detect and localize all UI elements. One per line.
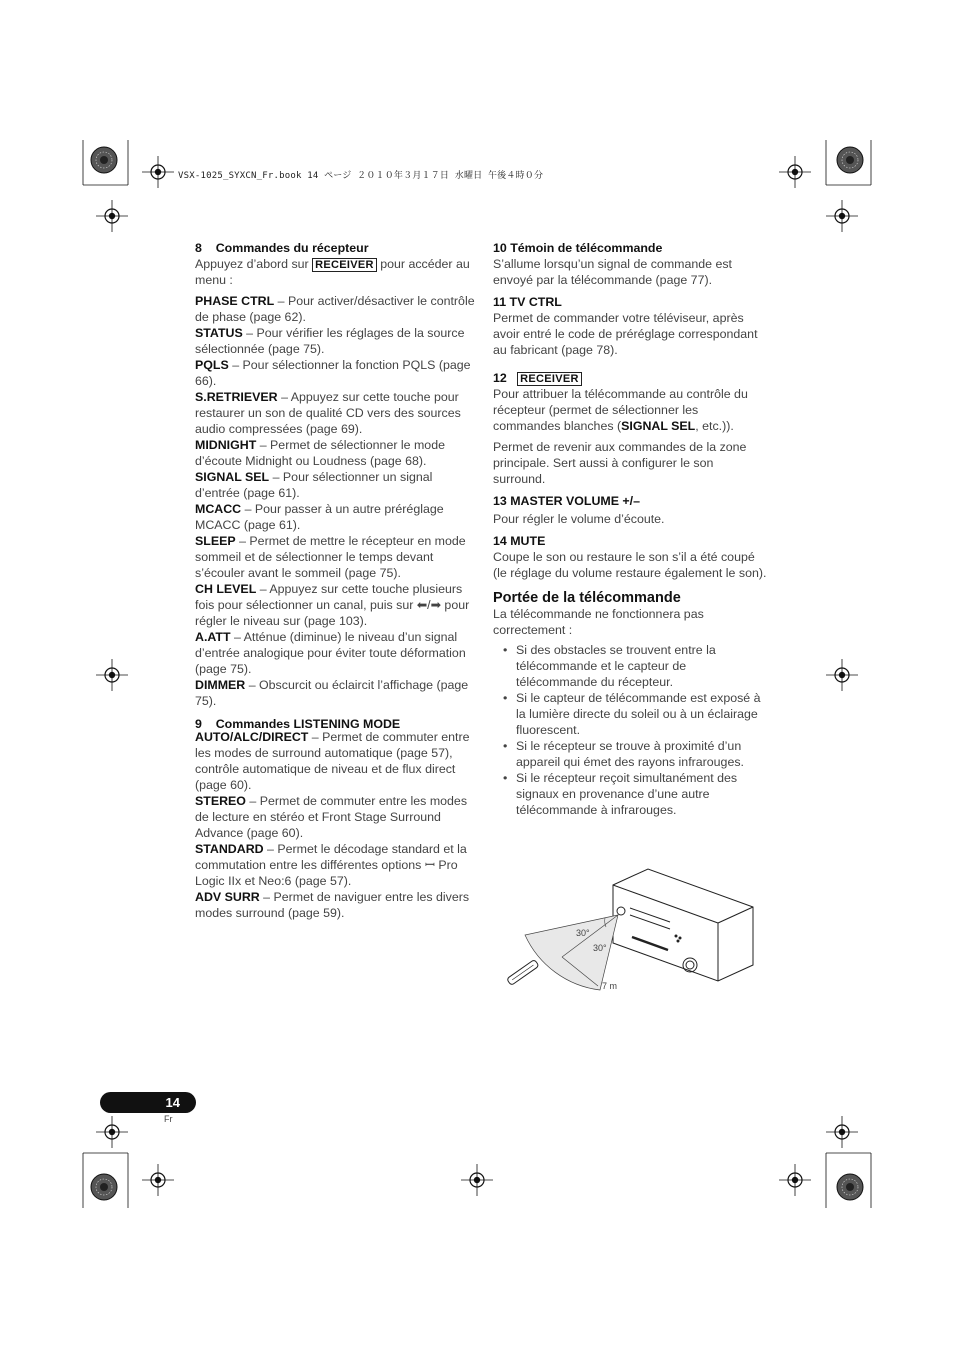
command-term: A.ATT	[195, 630, 231, 644]
command-item	[195, 581, 475, 629]
command-item	[195, 501, 475, 533]
command-description: – Pour sélectionner la fonction PQLS (page 66).	[195, 358, 471, 388]
range-bullets	[493, 642, 769, 818]
command-description: – Pour vérifier les réglages de la source sélectionnée (page 75).	[195, 326, 465, 356]
angle-label-2: 30°	[593, 943, 607, 953]
right-column	[493, 240, 769, 818]
section-8-heading: 8 Commandes du récepteur	[195, 241, 369, 255]
command-item	[195, 389, 475, 437]
command-term: STANDARD	[195, 842, 264, 856]
section-11-text: Permet de commander votre téléviseur, après avoir entré le code de préréglage correspondant au fabricant (page 78).	[493, 311, 758, 357]
command-term: ADV SURR	[195, 890, 260, 904]
command-item	[195, 469, 475, 501]
receiver-key: RECEIVER	[312, 258, 377, 272]
section-9-items	[195, 729, 475, 921]
command-item	[195, 437, 475, 469]
section-12-text-1: Pour attribuer la télécommande au contrôle du récepteur (permet de sélectionner les commandes blanches (SIGNAL SEL, etc.)).	[493, 387, 748, 433]
remote-range-diagram	[500, 865, 760, 1000]
command-description: – Pour sélectionner un signal d’entrée (page 61).	[195, 470, 433, 500]
command-description: – Pour passer à un autre préréglage MCACC (page 61).	[195, 502, 444, 532]
command-description: – Appuyez sur cette touche pour restaurer un son de qualité CD vers des sources audio compressées (page 69).	[195, 390, 461, 436]
page-number-badge: 14	[100, 1092, 196, 1113]
command-description: – Permet de commuter entre les modes de lecture en stéréo et Front Stage Surround Advance (page 60).	[195, 794, 468, 840]
command-description: – Permet de commuter entre les modes de surround automatique (page 57), contrôle automatique de niveau et de flux direct (page 60).	[195, 730, 470, 792]
section-9-heading: 9 Commandes LISTENING MODE	[195, 717, 401, 731]
section-11-heading: 11 TV CTRL	[493, 295, 562, 309]
command-term: PQLS	[195, 358, 229, 372]
command-item	[195, 793, 475, 841]
command-item	[195, 293, 475, 325]
language-code: Fr	[164, 1114, 173, 1124]
command-item	[195, 889, 475, 921]
command-term: STATUS	[195, 326, 243, 340]
command-item	[195, 729, 475, 793]
command-description: – Permet de sélectionner le mode d’écoute Midnight ou Loudness (page 68).	[195, 438, 445, 468]
command-term: STEREO	[195, 794, 246, 808]
command-description: – Permet le décodage standard et la commutation entre les différentes options ꟷ Pro Logic IIx et Neo:6 (page 57).	[195, 842, 467, 888]
command-item	[195, 533, 475, 581]
range-intro: La télécommande ne fonctionnera pas correctement :	[493, 607, 704, 637]
command-term: S.RETRIEVER	[195, 390, 278, 404]
section-14-text: Coupe le son ou restaure le son s’il a été coupé (le réglage du volume restaure également le son).	[493, 550, 767, 580]
command-description: – Atténue (diminue) le niveau d’un signal d’entrée analogique pour éviter toute déformation (page 75).	[195, 630, 466, 676]
command-term: AUTO/ALC/DIRECT	[195, 730, 309, 744]
section-13-heading: 13 MASTER VOLUME +/–	[493, 494, 640, 508]
command-item	[195, 677, 475, 709]
command-description: – Obscurcit ou éclaircit l’affichage (page 75).	[195, 678, 469, 708]
command-description: – Permet de naviguer entre les divers modes surround (page 59).	[195, 890, 470, 920]
section-8-items	[195, 293, 475, 709]
section-13-text: Pour régler le volume d’écoute.	[493, 512, 665, 526]
left-column	[195, 240, 475, 921]
command-description: – Permet de mettre le récepteur en mode sommeil et de sélectionner le temps devant s’écouler avant le sommeil (page 75).	[195, 534, 466, 580]
range-bullet: • Si le capteur de télécommande est exposé à la lumière directe du soleil ou à un éclairage fluorescent.	[493, 690, 769, 738]
section-10-text: S’allume lorsqu’un signal de commande est envoyé par la télécommande (page 77).	[493, 257, 732, 287]
angle-label-1: 30°	[576, 928, 590, 938]
command-item	[195, 357, 475, 389]
range-bullet: • Si le récepteur se trouve à proximité d’un appareil qui émet des rayons infrarouges.	[493, 738, 769, 770]
command-term: SLEEP	[195, 534, 236, 548]
command-term: CH LEVEL	[195, 582, 257, 596]
command-term: MCACC	[195, 502, 242, 516]
command-item	[195, 841, 475, 889]
command-item	[195, 325, 475, 357]
file-header: VSX-1025_SYXCN_Fr.book 14 ページ ２０１０年３月１７日 水曜日 午後４時０分	[178, 171, 544, 181]
command-description: – Pour activer/désactiver le contrôle de phase (page 62).	[195, 294, 475, 324]
section-12-text-2: Permet de revenir aux commandes de la zone principale. Sert aussi à configurer le son surround.	[493, 440, 747, 486]
section-12-heading: 12 RECEIVER	[493, 370, 769, 386]
range-bullet: • Si le récepteur reçoit simultanément des signaux en provenance d’une autre télécommande à infrarouges.	[493, 770, 769, 818]
receiver-key-12: RECEIVER	[517, 372, 582, 386]
command-description: – Appuyez sur cette touche plusieurs fois pour sélectionner un canal, puis sur ⬅/➡ pour régler le niveau sur (page 103).	[195, 582, 470, 628]
distance-label: 7 m	[602, 981, 618, 991]
command-term: DIMMER	[195, 678, 246, 692]
command-term: SIGNAL SEL	[195, 470, 270, 484]
range-bullet: • Si des obstacles se trouvent entre la télécommande et le capteur de télécommande du récepteur.	[493, 642, 769, 690]
section-8-intro: Appuyez d’abord sur RECEIVER pour accéder au menu :	[195, 257, 470, 287]
command-term: MIDNIGHT	[195, 438, 257, 452]
section-14-heading: 14 MUTE	[493, 534, 546, 548]
command-item	[195, 629, 475, 677]
command-term: PHASE CTRL	[195, 294, 275, 308]
range-heading: Portée de la télécommande	[493, 590, 681, 606]
section-10-heading: 10 Témoin de télécommande	[493, 241, 663, 255]
